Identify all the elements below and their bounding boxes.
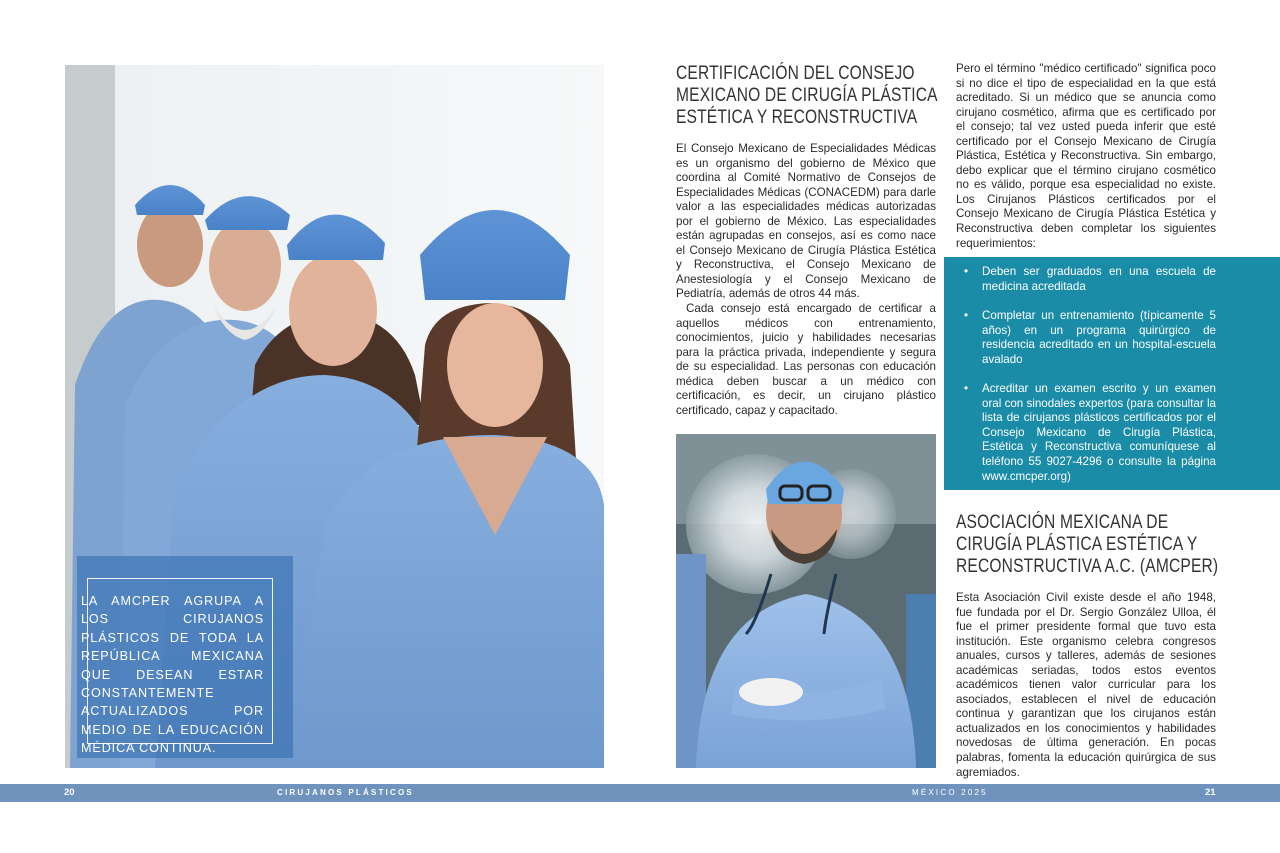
page-number-left: 20 [64, 787, 75, 798]
team-photo [65, 65, 604, 768]
amcper-heading [956, 512, 1218, 578]
amcper-paragraph: Esta Asociación Civil existe desde el año 1948, fue fundada por el Dr. Sergio González Ulloa, él fue el primer presidente formal que tuvo esta institución. Este organismo celebra congresos anuales, cursos y talleres, además de sesiones académicas seriadas, todos estos eventos académicos tienen valor curricular para los asociados, establecen el nivel de educación continua y garantizan que los cirujanos están actualizados en los conocimientos y habilidades novedosas de última generación. En pocas palabras, fomenta la educación quirúrgica de sus agremiados. [956, 591, 1216, 779]
heading-line: CERTIFICACIÓN DEL CONSEJO [676, 63, 915, 84]
heading-line: MEXICANO DE CIRUGÍA PLÁSTICA [676, 85, 938, 106]
amcper-body [956, 591, 1216, 780]
photo-caption: LA AMCPER AGRUPA A LOS CIRUJANOS PLÁSTICOS DE TODA LA REPÚBLICA MEXICANA QUE DESEAN ESTAR CONSTANTEMENTE ACTUALIZADOS POR MEDIO DE LA EDUCACIÓN MÉDICA CONTINUA. [81, 594, 264, 756]
right-intro [956, 62, 1216, 251]
certification-body [676, 142, 936, 418]
heading-line: CIRUGÍA PLÁSTICA ESTÉTICA Y [956, 534, 1198, 555]
footer-bar [0, 784, 1280, 802]
requirement-item: • Deben ser graduados en una escuela de medicina acreditada [944, 265, 1216, 294]
running-head-left: CIRUJANOS PLÁSTICOS [277, 788, 414, 797]
heading-line: ASOCIACIÓN MEXICANA DE [956, 512, 1169, 533]
requirement-item: • Acreditar un examen escrito y un examen oral con sinodales expertos (para consultar la lista de cirujanos plásticos certificados por el Consejo Mexicano de Cirugía Plástica, Estética y Reconstructiva comuníquese al teléfono 55 9027-4296 o consulte la página www.cmcper.org) [944, 382, 1216, 484]
requirement-item: • Completar un entrenamiento (típicamente 5 años) en un programa quirúrgico de residencia acreditado en un hospital-escuela avalado [944, 309, 1216, 367]
certification-paragraph-1: El Consejo Mexicano de Especialidades Médicas es un organismo del gobierno de México que coordina al Comité Normativo de Consejos de Especialidades Médicas (CONACEDM) para darle valor a las especialidades médicas autorizadas por el gobierno de México. Las especialidades están agrupadas en consejos, así es como nace el Consejo Mexicano de Cirugía Plástica Estética y Reconstructiva, el Consejo Mexicano de Anestesiología y el Consejo Mexicano de Pediatría, además de otros 44 más. [676, 142, 936, 301]
page-number-right: 21 [1205, 787, 1216, 798]
certified-doctor-paragraph: Pero el término "médico certificado" significa poco si no dice el tipo de especialidad en la que está acreditado. Si un médico que se anuncia como cirujano cosmético, afirma que es certificado por el consejo; tal vez usted pueda inferir que esté certificado por el Consejo Mexicano de Cirugía Plástica, Estética y Reconstructiva. Sin embargo, debo explicar que el término cirujano cosmético no es válido, porque esa especialidad no existe. Los Cirujanos Plásticos certificados por el Consejo Mexicano de Cirugía Plástica Estética y Reconstructiva deben completar los siguientes requerimientos: [956, 62, 1216, 250]
running-head-right: MÉXICO 2025 [912, 788, 988, 797]
heading-line: RECONSTRUCTIVA A.C. (AMCPER) [956, 556, 1219, 577]
requirements-list [944, 265, 1280, 484]
certification-heading [676, 63, 938, 129]
heading-line: ESTÉTICA Y RECONSTRUCTIVA [676, 107, 918, 128]
requirements-box [944, 257, 1280, 490]
certification-paragraph-2: Cada consejo está encargado de certificar a aquellos médicos con entrenamiento, conocimientos, juicio y habilidades necesarias para la práctica privada, independiente y segura de su especialidad. Las personas con educación médica deben buscar a un médico con certificación, es decir, un cirujano plástico certificado, capaz y capacitado. [676, 302, 936, 417]
doctor-photo-illustration [676, 434, 936, 768]
doctor-photo [676, 434, 936, 768]
